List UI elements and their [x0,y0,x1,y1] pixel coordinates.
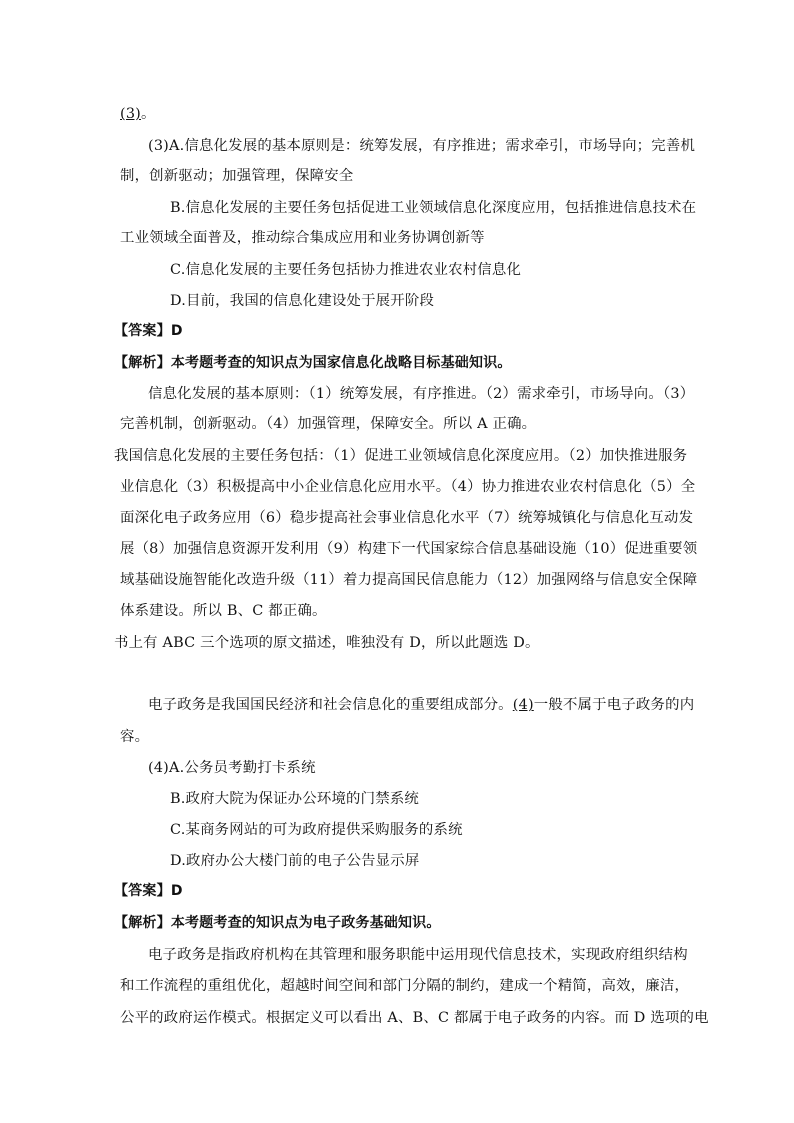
answer-value: D [170,323,183,339]
answer-line [114,321,183,341]
analysis-label: 【解析】 [114,355,171,371]
option-b-line1: B.信息化发展的主要任务包括促进工业领域信息化深度应用，包括推进信息技术在 [170,200,697,216]
option-d: D.目前，我国的信息化建设处于展开阶段 [170,293,435,309]
analysis-title: 本考题考查的知识点为电子政务基础知识。 [170,915,441,931]
analysis-title: 本考题考查的知识点为国家信息化战略目标基础知识。 [170,355,512,371]
analysis-line: 我国信息化发展的主要任务包括：（1）促进工业领域信息化深度应用。（2）加快推进服务 [114,448,688,464]
analysis-heading [114,913,441,933]
option-a-line1: (3)A.信息化发展的基本原则是：统筹发展，有序推进；需求牵引，市场导向；完善机 [148,138,696,154]
question-number: (3) [148,138,169,154]
answer-line [114,881,183,901]
question-4-stem-line2: 容。 [120,729,150,745]
blank-ref: (3) [120,106,141,122]
analysis-line: 和工作流程的重组优化，超越时间空间和部门分隔的制约，建成一个精简，高效，廉洁， [120,978,690,994]
analysis-line: 完善机制，创新驱动。（4）加强管理，保障安全。所以 A 正确。 [120,416,537,432]
question-4-stem: 电子政务是我国国民经济和社会信息化的重要组成部分。(4)一般不属于电子政务的内 [148,697,695,713]
option-a-line2: 制，创新驱动；加强管理，保障安全 [120,168,354,184]
option-c: C.信息化发展的主要任务包括协力推进农业农村信息化 [170,262,522,278]
analysis-line: 域基础设施智能化改造升级（11）着力提高国民信息能力（12）加强网络与信息安全保障 [120,572,698,588]
option-a: (4)A.公务员考勤打卡系统 [148,760,316,776]
blank-ref: (4) [512,697,534,713]
answer-label: 【答案】 [114,883,171,899]
question-3-tail: (3)。 [120,106,156,122]
option-b: B.政府大院为保证办公环境的门禁系统 [170,791,420,807]
analysis-label: 【解析】 [114,915,171,931]
analysis-line: 电子政务是指政府机构在其管理和服务职能中运用现代信息技术，实现政府组织结构 [148,947,688,963]
question-number: (4) [148,760,169,776]
option-c: C.某商务网站的可为政府提供采购服务的系统 [170,822,463,838]
option-d: D.政府办公大楼门前的电子公告显示屏 [170,853,420,869]
analysis-line: 展（8）加强信息资源开发利用（9）构建下一代国家综合信息基础设施（10）促进重要领 [120,541,698,557]
analysis-line: 体系建设。所以 B、C 都正确。 [120,603,327,619]
analysis-heading [114,353,512,373]
answer-value: D [170,883,183,899]
analysis-line: 信息化发展的基本原则：（1）统筹发展，有序推进。（2）需求牵引，市场导向。（3） [148,386,695,402]
option-b-line2: 工业领域全面普及，推动综合集成应用和业务协调创新等 [120,230,485,246]
analysis-line: 面深化电子政务应用（6）稳步提高社会事业信息化水平（7）统筹城镇化与信息化互动发 [120,510,694,526]
analysis-line: 公平的政府运作模式。根据定义可以看出 A、B、C 都属于电子政务的内容。而 D 选项的电 [120,1010,709,1026]
answer-label: 【答案】 [114,323,171,339]
analysis-line: 业信息化（3）积极提高中小企业信息化应用水平。（4）协力推进农业农村信息化（5）全 [120,479,696,495]
analysis-line: 书上有 ABC 三个选项的原文描述，唯独没有 D，所以此题选 D。 [114,635,540,651]
